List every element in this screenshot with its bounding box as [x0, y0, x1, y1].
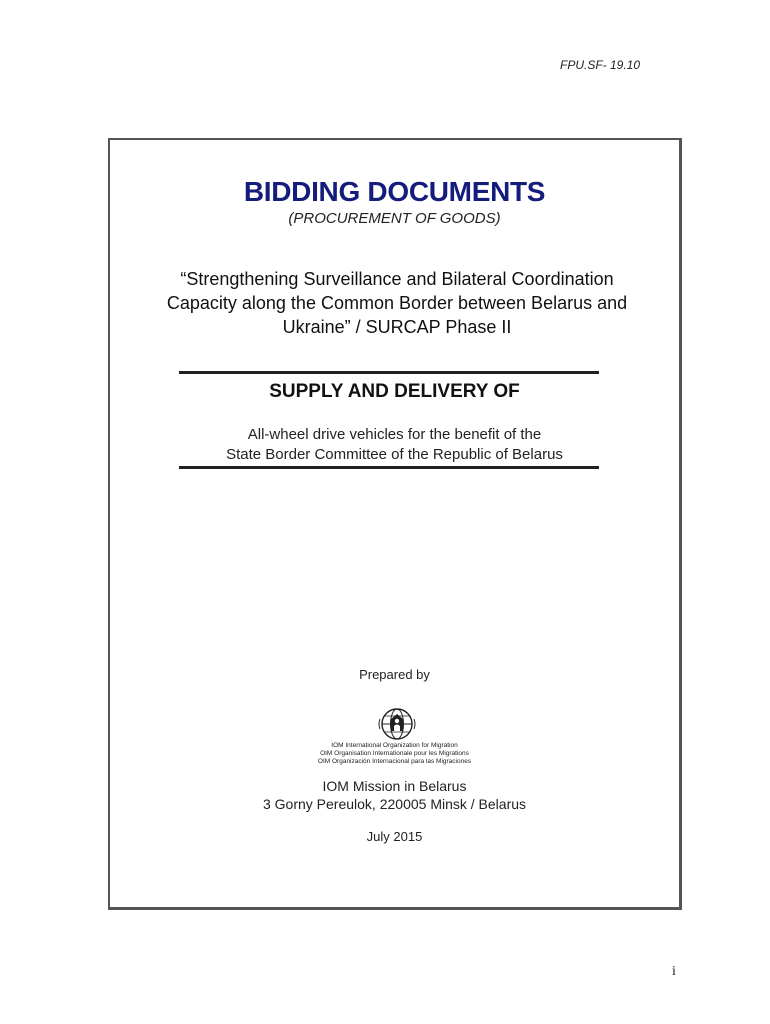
project-title [120, 267, 674, 339]
page-number: i [672, 964, 676, 979]
goods-description [110, 425, 679, 465]
organization-names [110, 742, 679, 766]
mission-address [110, 777, 679, 813]
document-title: BIDDING DOCUMENTS [243, 176, 546, 207]
goods-line: State Border Committee of the Republic of Belarus [226, 446, 563, 463]
document-date: July 2015 [366, 829, 423, 844]
cover-frame [108, 138, 682, 910]
mission-name: IOM Mission in Belarus [322, 778, 467, 794]
prepared-by-label: Prepared by [359, 667, 430, 682]
divider-bottom [179, 466, 599, 469]
divider-top [179, 371, 599, 374]
organization-name-line: OIM Organización Internacional para las Migraciones [317, 758, 472, 765]
document-code: FPU.SF- 19.10 [560, 58, 641, 72]
organization-name-line: OIM Organisation Internationale pour les Migrations [320, 750, 469, 757]
project-title-line: Ukraine” / SURCAP Phase II [282, 317, 512, 337]
supply-heading: SUPPLY AND DELIVERY OF [269, 381, 520, 402]
organization-name-line: IOM International Organization for Migration [331, 742, 458, 749]
project-title-line: “Strengthening Surveillance and Bilateral Coordination [180, 269, 614, 289]
document-subtitle: (PROCUREMENT OF GOODS) [288, 210, 501, 227]
iom-globe-logo-icon [378, 707, 416, 741]
project-title-line: Capacity along the Common Border between Belarus and [166, 293, 628, 313]
goods-line: All-wheel drive vehicles for the benefit of the [247, 426, 542, 443]
mission-street-address: 3 Gorny Pereulok, 220005 Minsk / Belarus [262, 796, 527, 812]
